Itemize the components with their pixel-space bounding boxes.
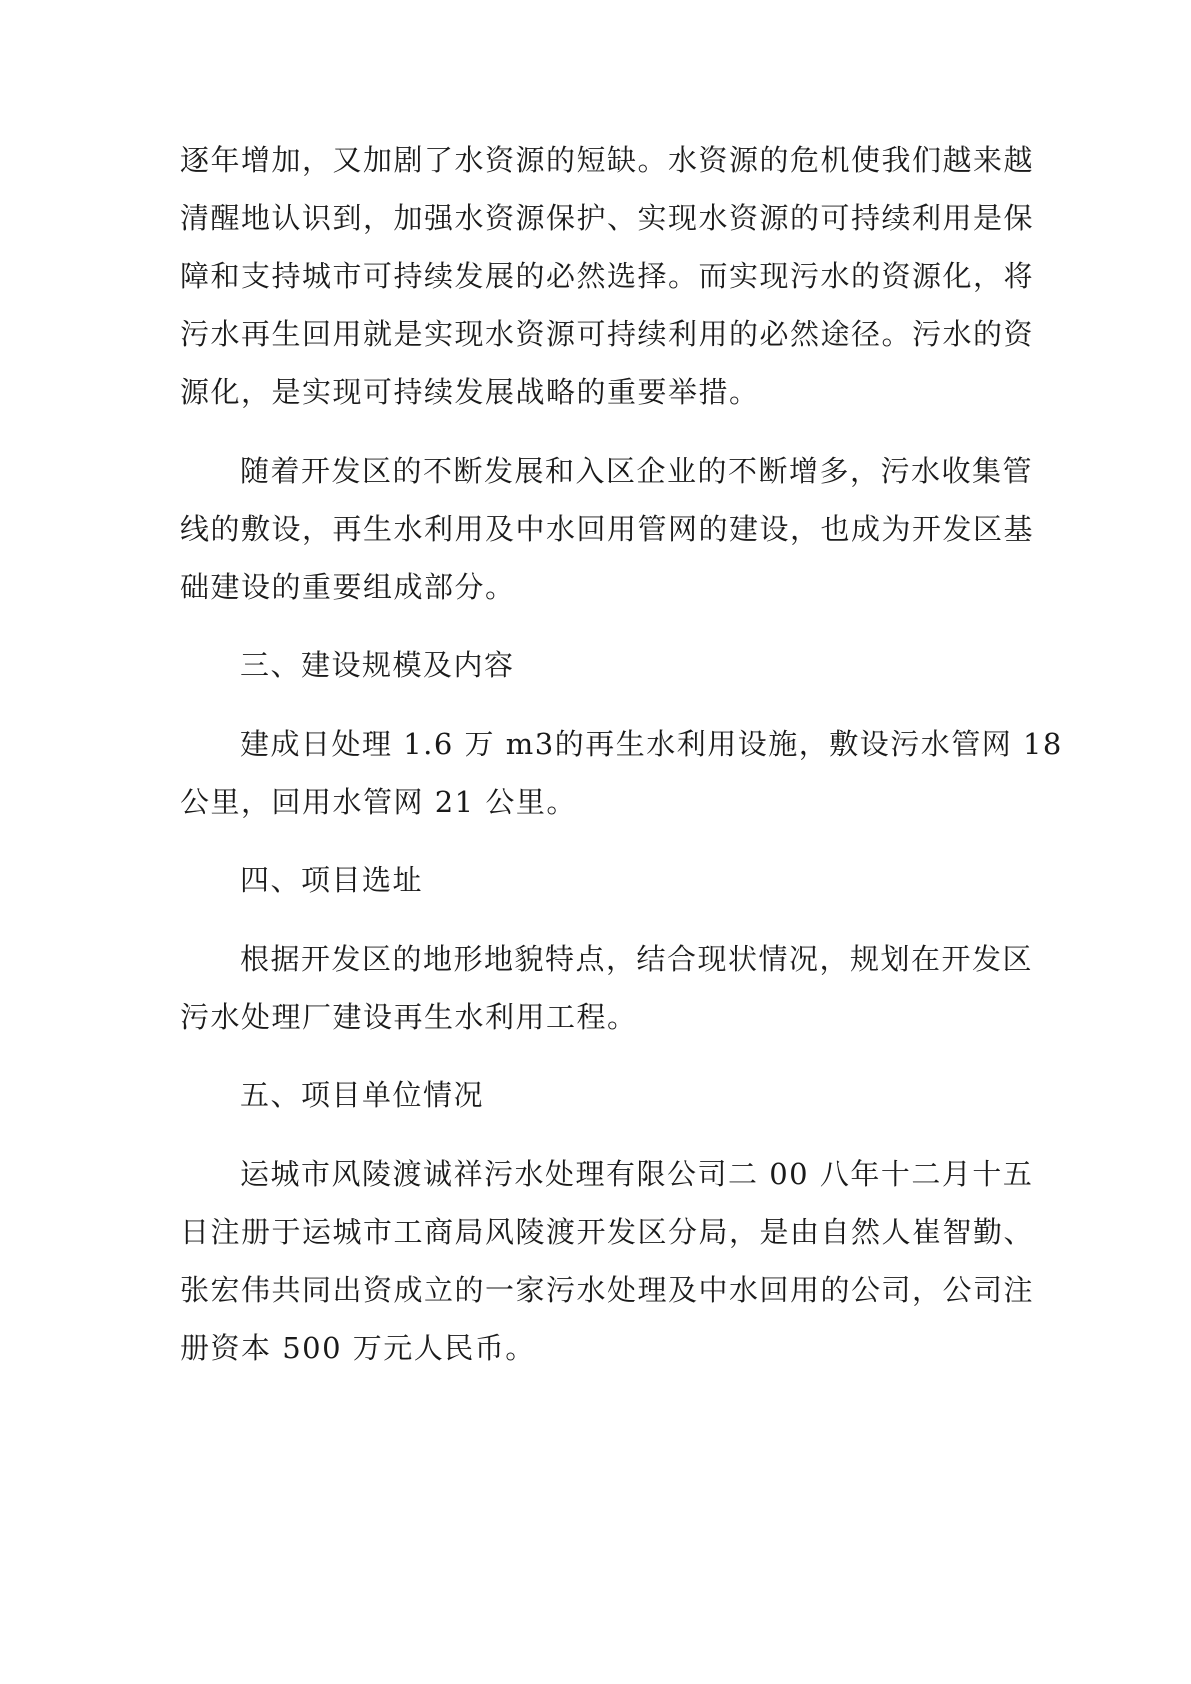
section-heading: 四、项目选址 [240, 863, 424, 897]
section-heading: 五、项目单位情况 [240, 1078, 485, 1112]
paragraph-line: 运城市风陵渡诚祥污水处理有限公司二 00 八年十二月十五 [240, 1157, 1034, 1191]
paragraph-line: 污水再生回用就是实现水资源可持续利用的必然途径。污水的资 [180, 317, 1035, 351]
paragraph-line: 公里，回用水管网 21 公里。 [180, 785, 577, 819]
paragraph-line: 污水处理厂建设再生水利用工程。 [180, 1000, 638, 1034]
paragraph-line: 册资本 500 万元人民币。 [180, 1331, 536, 1365]
paragraph-line: 源化，是实现可持续发展战略的重要举措。 [180, 375, 760, 409]
paragraph-line: 张宏伟共同出资成立的一家污水处理及中水回用的公司，公司注 [180, 1273, 1035, 1307]
paragraph-line: 线的敷设，再生水利用及中水回用管网的建设，也成为开发区基 [180, 512, 1035, 546]
paragraph-line: 根据开发区的地形地貌特点，结合现状情况，规划在开发区 [240, 942, 1034, 976]
section-heading: 三、建设规模及内容 [240, 648, 515, 682]
paragraph-line: 日注册于运城市工商局风陵渡开发区分局，是由自然人崔智勤、 [180, 1215, 1035, 1249]
paragraph-line: 清醒地认识到，加强水资源保护、实现水资源的可持续利用是保 [180, 201, 1035, 235]
paragraph-line: 障和支持城市可持续发展的必然选择。而实现污水的资源化，将 [180, 259, 1035, 293]
paragraph-line: 逐年增加，又加剧了水资源的短缺。水资源的危机使我们越来越 [180, 143, 1035, 177]
paragraph-line: 建成日处理 1.6 万 m3的再生水利用设施，敷设污水管网 18 [240, 727, 1063, 761]
paragraph-line: 础建设的重要组成部分。 [180, 570, 516, 604]
paragraph-line: 随着开发区的不断发展和入区企业的不断增多，污水收集管 [240, 454, 1034, 488]
